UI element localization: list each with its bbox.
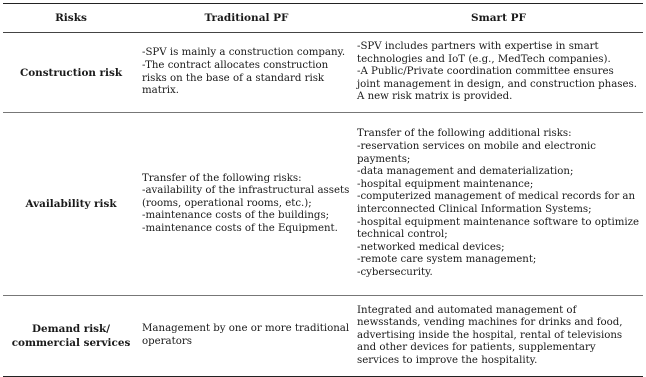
traditional-cell-demand [139, 296, 354, 377]
risk-name-availability: Availability risk [3, 113, 139, 296]
cell-line: Management by one or more traditional operators [142, 323, 350, 347]
cell-line: -SPV includes partners with expertise in smart technologies and IoT (e.g., MedTech companies). [357, 41, 611, 65]
traditional-cell-availability [139, 113, 354, 296]
smart-cell-demand [354, 296, 643, 377]
cell-line: -The contract allocates construction risks on the base of a standard risk matrix. [142, 59, 329, 97]
cell-line: -maintenance costs of the Equipment. [142, 222, 338, 234]
risk-name-line: commercial services [11, 337, 131, 349]
risk-name-line: Demand risk/ [31, 323, 111, 335]
cell-line: -cybersecurity. [357, 266, 433, 278]
cell-line: -networked medical devices; [357, 241, 505, 253]
cell-line: -availability of the infrastructural assets (rooms, operational rooms, etc.); [142, 185, 350, 209]
table-row-construction-risk [3, 33, 643, 113]
header-traditional-pf: Traditional PF [139, 4, 354, 33]
cell-line: Transfer of the following additional risks: [357, 128, 572, 140]
header-smart-pf: Smart PF [354, 4, 643, 33]
risk-comparison-table [3, 3, 643, 377]
cell-line: -hospital equipment maintenance; [357, 178, 534, 190]
smart-cell-construction [354, 33, 643, 113]
cell-line: Transfer of the following risks: [142, 172, 302, 184]
cell-line: -reservation services on mobile and electronic payments; [357, 141, 596, 165]
risk-name-demand [3, 296, 139, 377]
header-risks: Risks [3, 4, 139, 33]
cell-line: -computerized management of medical records for an interconnected Clinical Information Systems; [357, 191, 636, 215]
cell-line: -remote care system management; [357, 254, 537, 266]
traditional-cell-construction [139, 33, 354, 113]
cell-line: -A Public/Private coordination committee ensures joint management in design, and construction phases. [357, 66, 638, 90]
cell-line: -data management and dematerialization; [357, 166, 574, 178]
table-row-availability-risk [3, 113, 643, 296]
cell-line: -SPV is mainly a construction company. [142, 47, 346, 59]
risk-name-construction: Construction risk [3, 33, 139, 113]
cell-line: -maintenance costs of the buildings; [142, 210, 330, 222]
cell-line: A new risk matrix is provided. [357, 91, 513, 103]
table-header-row [3, 4, 643, 33]
cell-line: Integrated and automated management of newsstands, vending machines for drinks and food, advertising inside the hospital, rental of televisions and other devices for patients, supplementary services to improve the hospitality. [357, 304, 623, 366]
cell-line: -hospital equipment maintenance software to optimize technical control; [357, 216, 640, 241]
table-row-demand-risk [3, 296, 643, 377]
smart-cell-availability [354, 113, 643, 296]
